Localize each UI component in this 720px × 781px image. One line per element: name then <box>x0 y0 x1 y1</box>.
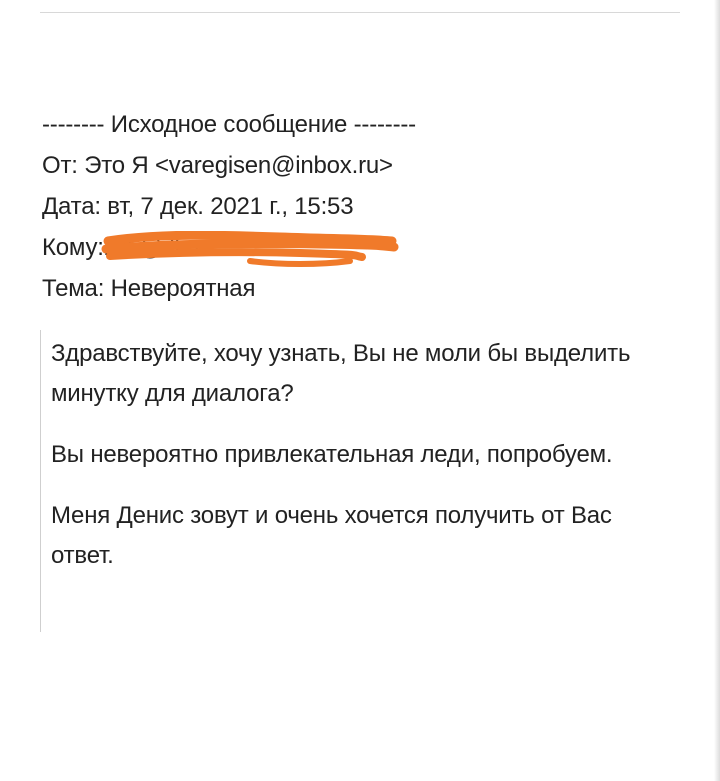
from-value[interactable]: Это Я <varegisen@inbox.ru> <box>84 152 393 179</box>
original-message-separator: -------- Исходное сообщение -------- <box>42 111 416 138</box>
quoted-message-body <box>40 330 661 632</box>
date-label: Дата: <box>42 193 101 220</box>
subject-label: Тема: <box>42 275 105 302</box>
date-line <box>42 186 682 227</box>
forwarded-message-header <box>42 104 682 309</box>
message-paragraph: Вы невероятно привлекательная леди, попробуем. <box>51 441 613 468</box>
date-value: вт, 7 дек. 2021 г., 15:53 <box>107 193 354 220</box>
to-value: k li @ ll n <box>103 234 200 261</box>
screen-edge-shadow <box>714 0 720 781</box>
subject-value: Невероятная <box>110 275 256 302</box>
from-label: От: <box>42 152 78 179</box>
message-paragraph: Меня Денис зовут и очень хочется получить от Вас ответ. <box>51 502 612 569</box>
top-divider <box>40 12 680 13</box>
from-line <box>42 145 682 186</box>
to-label: Кому: <box>42 234 104 261</box>
subject-line <box>42 268 682 309</box>
message-paragraph: Здравствуйте, хочу узнать, Вы не моли бы выделить минутку для диалога? <box>51 340 631 407</box>
to-line <box>42 227 682 268</box>
